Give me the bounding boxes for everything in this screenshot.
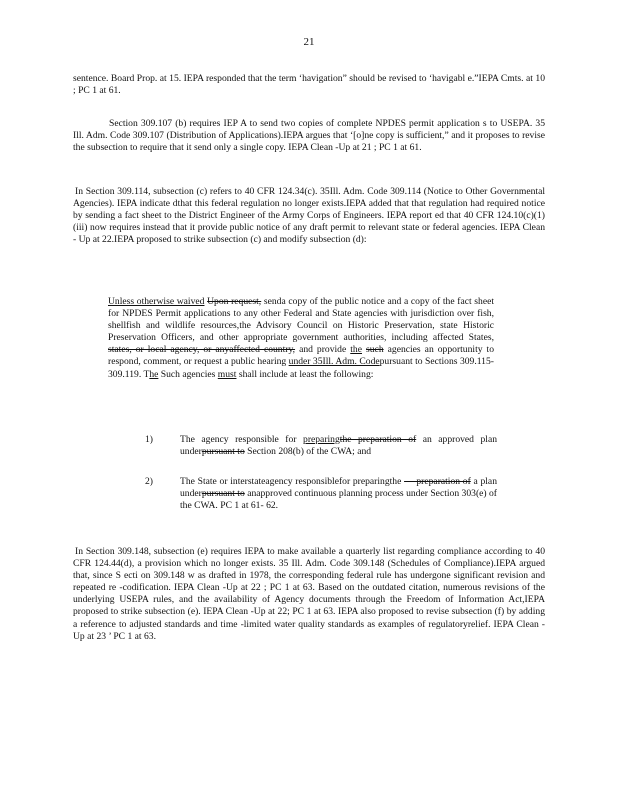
inserted-text: preparing	[303, 434, 340, 445]
inserted-text: Unless otherwise waived	[108, 296, 205, 307]
paragraph-section-309-148	[73, 546, 545, 643]
paragraph-text: In Section 309.114, subsection (c) refers to 40 CFR 124.34(c). 35Ill. Adm. Code 309.114 (Notice to Other Governmental Agencies). IEPA indicate dthat this federal regulation no longer exists.IEPA added that that regulation had required notice by sending a fact sheet to the District Engineer of the Army Corps of Engineers. IEPA report ed that 40 CFR 124.10(c)(1)(iii) now requires instead that it provide public notice of any draft permit to relevant state or federal agencies. IEPA Clean - Up at 22.IEPA proposed to strike subsection (c) and modify subsection (d):	[73, 186, 545, 246]
paragraph-text: In Section 309.148, subsection (e) requires IEPA to make available a quarterly list regarding compliance according to 40 CFR 124.44(d), a provision which no longer exists. 35 Ill. Adm. Code 309.148 (Schedules of Compliance).IEPA argued that, since S ecti on 309.148 w as drafted in 1978, the corresponding federal rule has undergone significant revision and repeated re -codification. IEPA Clean -Up at 22 ; PC 1 at 63. Based on the outdated citation, numerous revisions of the underlying USEPA rules, and the availability of Agency documents through the Freedom of Information Act,IEPA proposed to strike subsection (e). IEPA Clean -Up at 22; PC 1 at 63. IEPA also proposed to revise subsection (f) by adding a reference to adjusted standards and time -limited water quality standards as examples of regulatoryrelief. IEPA Clean -Up at 23 ’ PC 1 at 63.	[73, 546, 545, 642]
page-number: 21	[303, 36, 315, 48]
item-text: anapproved continuous planning process under Section 303(e) of the CWA. PC 1 at 61- 62.	[180, 488, 497, 512]
list-number: 1)	[145, 434, 153, 445]
item-text: a plan under	[180, 476, 497, 500]
block-quote-proposed-rule	[108, 296, 494, 381]
list-item-text	[180, 476, 497, 512]
quote-text: Such agencies	[158, 368, 218, 380]
deleted-text: such	[366, 344, 384, 356]
paragraph-text: Section 309.107 (b) requires IEP A to send two copies of complete NPDES permit application s to USEPA. 35 Ill. Adm. Code 309.107 (Distribution of Applications).IEPA argues that ‘[o]ne copy is sufficient,” and it proposes to revise the subsection to require that it send only a single copy. IEPA Clean -Up at 21 ; PC 1 at 61.	[73, 118, 545, 154]
paragraph-sentence	[73, 73, 545, 97]
quote-text: pursuant to Sections 309.115-309.119. T	[108, 356, 494, 380]
deleted-text: — preparation of	[404, 476, 471, 487]
item-text: The agency responsible for	[180, 434, 304, 445]
paragraph-section-309-107	[73, 118, 545, 154]
item-text: an approved plan under	[180, 434, 497, 458]
list-item-text	[180, 434, 497, 458]
deleted-text: the preparation of	[339, 434, 417, 445]
deleted-text: Upon request,	[207, 296, 262, 307]
quote-text: senda copy of the public notice and a copy of the fact sheet for NPDES Permit applications to any other Federal and State agencies with jurisdiction over fish, shellfish and wildlife resources,the Advisory Council on Historic Preservation, state Historic Preservation Officers, and other appropriate government authorities, including affected States,	[108, 296, 495, 344]
item-text: The State or interstateagency responsiblefor preparingthe	[180, 476, 405, 487]
deleted-text: pursuant to	[201, 488, 245, 500]
deleted-text: pursuant to	[201, 446, 245, 458]
paragraph-section-309-114	[73, 186, 545, 246]
paragraph-text: sentence. Board Prop. at 15. IEPA responded that the term ‘havigation” should be revised to ‘havigabl e.”IEPA Cmts. at 10 ; PC 1 at 61.	[73, 73, 545, 97]
quote-text: shall include at least the following:	[236, 368, 374, 380]
inserted-text: must	[217, 368, 237, 380]
inserted-text: he	[149, 368, 159, 380]
list-number: 2)	[145, 476, 153, 487]
inserted-text: the	[350, 344, 362, 356]
quote-text: and provide	[295, 344, 351, 356]
quote-text: agencies an opportunity to respond, comment, or request a public hearing	[108, 344, 495, 368]
inserted-text: under 35Ill. Adm. Code	[288, 356, 380, 368]
deleted-text: states, or local agency, or anyaffected country,	[108, 344, 296, 356]
item-text: Section 208(b) of the CWA; and	[244, 446, 372, 458]
